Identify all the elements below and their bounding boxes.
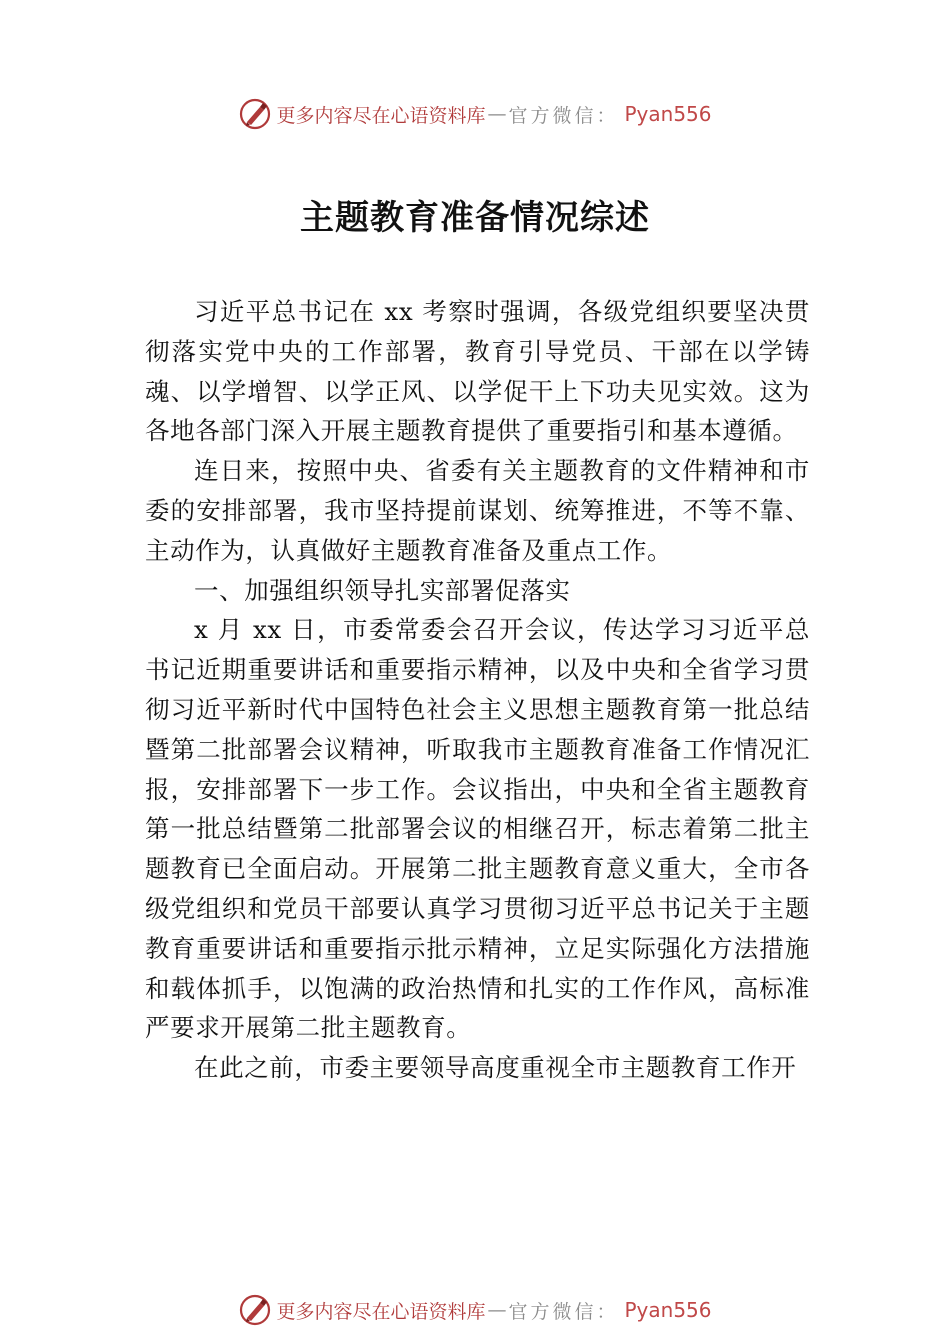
- paragraph-meeting: x 月 xx 日，市委常委会召开会议，传达学习习近平总书记近期重要讲话和重要指示精神，以及中央和全省学习贯彻习近平新时代中国特色社会主义思想主题教育第一批总结暨第二批部署会议精神，听取我市主题教育准备工作情况汇报，安排部署下一步工作。会议指出，中央和全省主题教育第一批总结暨第二批部署会议的相继召开，标志着第二批主题教育已全面启动。开展第二批主题教育意义重大，全市各级党组织和党员干部要认真学习贯彻习近平总书记关于主题教育重要讲话和重要指示批示精神，立足实际强化方法措施和载体抓手，以饱满的政治热情和扎实的工作作风，高标准严要求开展第二批主题教育。: [145, 615, 810, 1043]
- section-heading-1: 一、加强组织领导扎实部署促落实: [194, 575, 571, 605]
- watermark-lead-text: 更多内容尽在心语资料库: [276, 1300, 486, 1323]
- paragraph-intro: 习近平总书记在 xx 考察时强调，各级党组织要坚决贯彻落实党中央的工作部署，教育引导党员、干部在以学铸魂、以学增智、以学正风、以学促干上下功夫见实效。这为各地各部门深入开展主题教育提供了重要指引和基本遵循。: [145, 297, 810, 446]
- document-title: 主题教育准备情况综述: [300, 198, 650, 238]
- watermark-header: [0, 94, 950, 134]
- watermark-office-text: 官方微信：: [508, 104, 619, 127]
- paragraph-recent-work: 连日来，按照中央、省委有关主题教育的文件精神和市委的安排部署，我市坚持提前谋划、统筹推进，不等不靠、 主动作为，认真做好主题教育准备及重点工作。: [145, 456, 810, 565]
- watermark-footer: [0, 1290, 950, 1330]
- pen-logo-icon: [238, 1293, 272, 1327]
- watermark-dash: —: [487, 103, 507, 125]
- watermark-lead-text: 更多内容尽在心语资料库: [276, 104, 486, 127]
- watermark-office-text: 官方微信：: [508, 1300, 619, 1323]
- watermark-wechat-id: Pyan556: [624, 102, 712, 126]
- watermark-wechat-id: Pyan556: [624, 1298, 712, 1322]
- document-body: [145, 292, 810, 1088]
- pen-logo-icon: [238, 97, 272, 131]
- watermark-dash: —: [487, 1299, 507, 1321]
- paragraph-before: 在此之前，市委主要领导高度重视全市主题教育工作开: [194, 1053, 797, 1083]
